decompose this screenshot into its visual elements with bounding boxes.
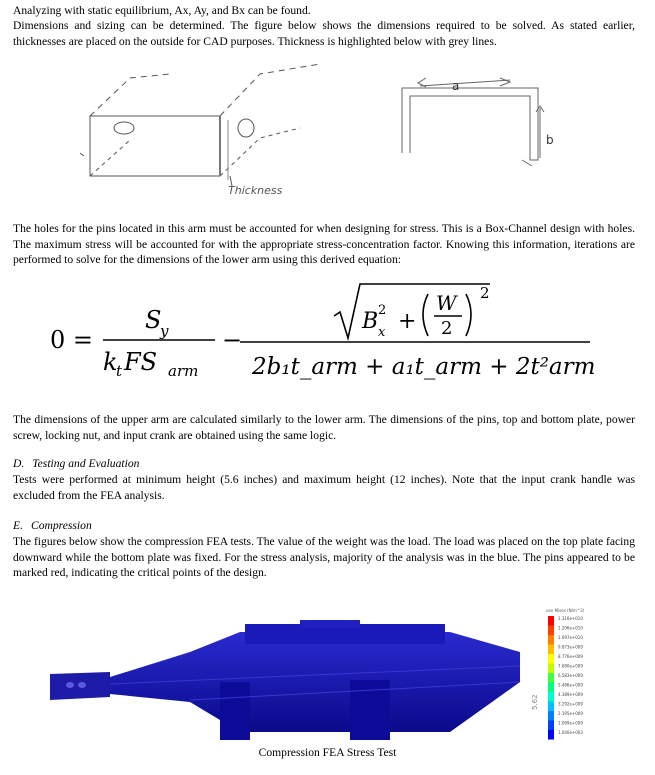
fea-legend-swatch: [548, 683, 554, 693]
fea-legend-swatch: [548, 692, 554, 702]
fea-legend-swatch: [548, 616, 554, 626]
section-e-heading: [13, 519, 92, 532]
fea-legend-swatch: [548, 664, 554, 674]
fea-legend-value: 9.873e+009: [558, 644, 583, 650]
fea-legend-value: 1.097e+010: [558, 635, 583, 640]
section-d-label: D.: [13, 457, 25, 470]
fea-legend-value: 8.776e+009: [558, 654, 583, 659]
fea-legend-swatch: [548, 721, 554, 731]
eq-sqrt-b: B: [362, 309, 379, 334]
fea-legend-swatch: [548, 711, 554, 721]
fea-legend-value: 7.680e+009: [558, 663, 583, 669]
eq-den1-rest: FS: [124, 348, 158, 376]
paragraph-holes: The holes for the pins located in this arm must be accounted for when designing for stress. This is a Box-Channel design with holes. The maximum stress will be accounted for with the appropriate stress-concentration factor. Knowing this information, iterations are performed to solve for the dimensions of the lower arm using this derived equation:: [13, 222, 635, 266]
fea-side-text: 5.62: [531, 694, 539, 710]
fea-legend-value: 1.099e+009: [558, 720, 583, 726]
sketch-a-label: a: [452, 79, 460, 93]
section-d-title: Testing and Evaluation: [32, 457, 140, 470]
eq-w: W: [436, 291, 457, 315]
fea-legend-value: 1.206e+010: [558, 625, 583, 631]
paragraph-dimensions: Dimensions and sizing can be determined. The figure below shows the dimensions required to be solved. As stated earlier, thicknesses are placed on the outside for CAD purposes. Thickness is highlighted below with grey lines.: [13, 19, 635, 48]
fea-legend-swatch: [548, 626, 554, 636]
eq-two: 2: [441, 318, 453, 339]
fea-legend-swatch: [548, 702, 554, 712]
eq-lhs: 0 =: [50, 326, 94, 354]
fea-legend-swatch: [548, 673, 554, 683]
fea-stress-image: [50, 582, 597, 742]
eq-minus: −: [222, 326, 243, 354]
eq-num1-sub: y: [160, 322, 169, 340]
section-e-title: Compression: [30, 519, 92, 532]
figure-caption: Compression FEA Stress Test: [258, 746, 397, 759]
eq-den1-sub: t: [116, 362, 123, 380]
fea-legend-swatch: [548, 635, 554, 645]
eq-den1-sub2: arm: [168, 362, 199, 380]
eq-outer-sup: 2: [480, 284, 490, 302]
fea-legend-value: 4.389e+009: [558, 692, 583, 697]
fea-legend-swatch: [548, 654, 554, 664]
eq-sqrt-b-sup: 2: [378, 303, 387, 318]
paragraph-upper-arm: The dimensions of the upper arm are calculated similarly to the lower arm. The dimensions of the pins, top and bottom plate, power screw, locking nut, and input crank are obtained using the same logic.: [13, 413, 635, 442]
stress-equation: [0, 276, 655, 386]
dimension-sketch: [70, 58, 590, 208]
fea-legend-value: 1.316e+010: [558, 616, 583, 621]
sketch-thickness-label: Thickness: [228, 184, 283, 197]
section-d-heading: [13, 457, 139, 470]
fea-legend: [546, 608, 585, 740]
fea-legend-swatch: [548, 730, 554, 740]
section-e-label: E.: [13, 519, 23, 532]
fea-legend-value: 1.040e+003: [558, 730, 583, 735]
sketch-b-label: b: [546, 133, 554, 147]
fea-legend-value: 3.292e+009: [558, 701, 583, 707]
paragraph-testing: Tests were performed at minimum height (5.6 inches) and maximum height (12 inches). Note that the input crank handle was excluded from the FEA analysis.: [13, 473, 635, 502]
fea-legend-title: von Mises (N/m^2): [546, 608, 585, 613]
fea-legend-value: 2.195e+009: [558, 711, 583, 716]
eq-den1: k: [103, 348, 118, 376]
fea-legend-swatch: [548, 645, 554, 655]
fea-legend-value: 5.486e+009: [558, 682, 583, 688]
intro-line: Analyzing with static equilibrium, Ax, Ay, and Bx can be found.: [13, 4, 311, 17]
eq-num1: S: [145, 306, 162, 334]
eq-sqrt-b-sub: x: [378, 325, 386, 340]
eq-den2: 2b₁t_arm + a₁t_arm + 2t²arm: [252, 354, 596, 380]
eq-plus: +: [398, 309, 417, 334]
fea-legend-value: 6.583e+009: [558, 673, 583, 678]
paragraph-compression: The figures below show the compression FEA tests. The value of the weight was the load. The load was placed on the top plate facing downward while the bottom plate was fixed. For the stress analysis, majority of the analysis was in the blue. The pins appeared to be marked red, indicating the critical points of the design.: [13, 535, 635, 579]
